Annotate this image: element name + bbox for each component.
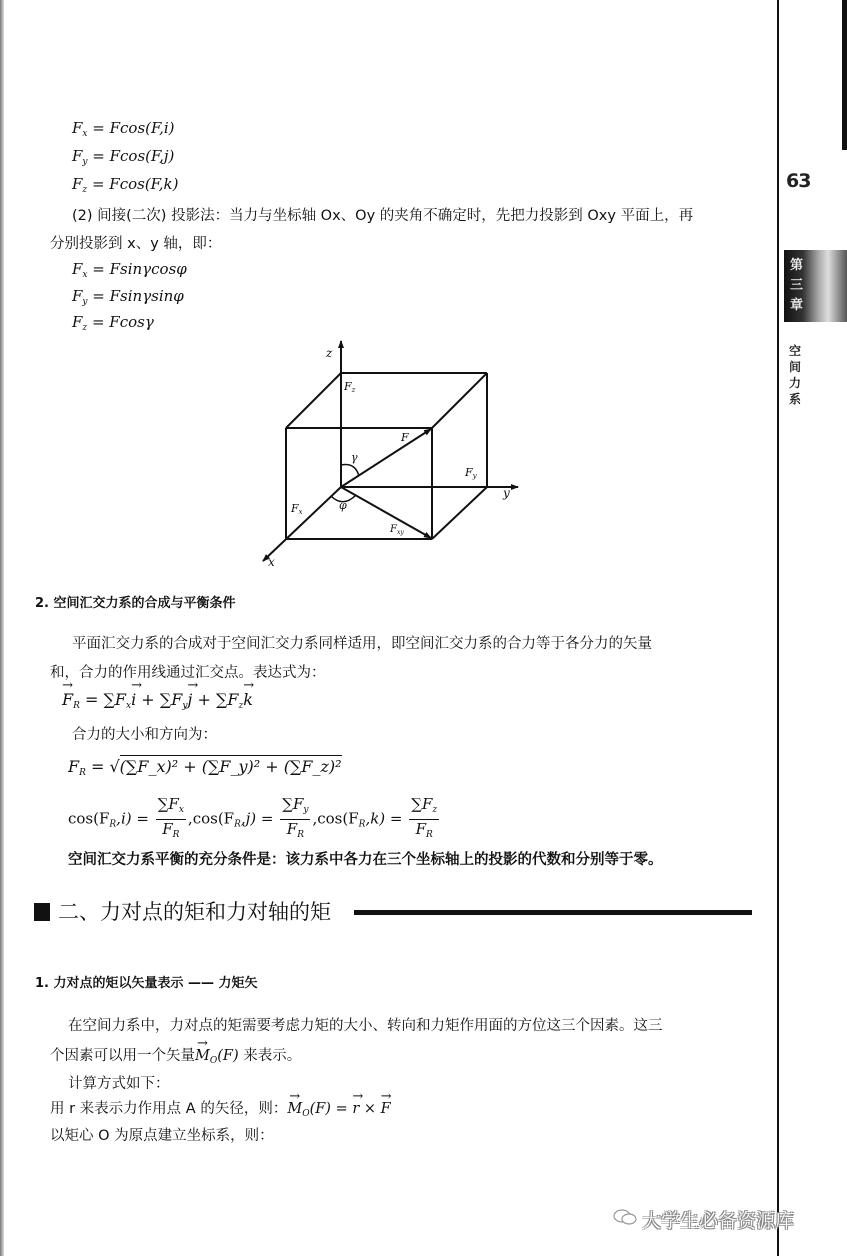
para-text: 用 r 来表示力作用点 A 的矢径，则： (50, 1101, 288, 1117)
sum-sub: z (238, 701, 244, 711)
eq-lhs: F (72, 119, 83, 137)
equation-fy-direct: $F_y = Fcos(F,j)$ (72, 147, 175, 167)
frac-num-sub: y (303, 805, 309, 815)
equilibrium-condition: 空间汇交力系平衡的充分条件是：该力系中各力在三个坐标轴上的投影的代数和分别等于零。 (68, 852, 663, 868)
frac-den: F (162, 820, 173, 838)
force-vector: → F (381, 1101, 391, 1117)
margin-rule (777, 0, 779, 1256)
radius-vector: → r (352, 1101, 359, 1117)
z-axis-label: z (326, 346, 333, 360)
moment-arg: (F) (309, 1101, 331, 1117)
frac-num-sub: x (178, 805, 184, 815)
equation-fz-direct: $F_z = Fcos(F,k)$ (72, 175, 179, 195)
force-projection-diagram (250, 330, 540, 570)
chapter-name: 空间力系 (789, 344, 802, 406)
moment-vector: → M (287, 1101, 302, 1117)
cross-product: × (359, 1101, 381, 1117)
indirect-projection-para-line1: (2) 间接(二次) 投影法：当力与坐标轴 Ox、Oy 的夹角不确定时，先把力投影到 Oxy 平面上，再 (72, 208, 694, 224)
equation-fz-indirect: $F_z = Fcos\gamma$ (72, 313, 154, 333)
cos-axis: ,k) = (365, 809, 403, 828)
eq-rhs: Fsinγcosφ (109, 260, 187, 278)
para-text: 个因素可以用一个矢量 (50, 1048, 195, 1064)
f-label: F (401, 431, 409, 444)
sum-term: + ∑F (141, 690, 183, 709)
eq-lhs: F (72, 175, 83, 193)
eq-lhs-sub: R (79, 768, 86, 778)
eq-rhs: Fcos(F,j) (109, 147, 175, 165)
phi-label: φ (339, 499, 347, 512)
fxy-label: $F_{xy}$ (390, 524, 404, 536)
equation-fx-direct: $F_x = Fcos(F,i)$ (72, 119, 175, 139)
main-section-heading-text: 二、力对点的矩和力对轴的矩 (58, 900, 331, 924)
fy-label: Fy (465, 466, 477, 480)
resultant-vector-equation: → $F_R = \sum F_x\to i + \sum F_y\to j + \sum F_z\to k$ (62, 690, 253, 711)
cos-term: cos(F (68, 809, 110, 828)
sum-sub: y (182, 701, 188, 711)
cos-sub: R (358, 819, 366, 830)
eq-lhs: F (72, 287, 83, 305)
frac-num: ∑F (157, 795, 179, 813)
y-axis-label: y (503, 486, 510, 500)
frac-den: F (286, 820, 298, 838)
chapter-tab-label: 第三章 (790, 258, 804, 313)
frac-num: ∑F (282, 795, 304, 813)
page-left-shadow (0, 0, 4, 1256)
cos-term: ,cos(F (187, 809, 235, 828)
eq-lhs-sub: y (82, 297, 88, 307)
subsection1-para-line1: 在空间力系中，力对点的矩需要考虑力矩的大小、转向和力矩作用面的方位这三个因素。这三 (68, 1018, 663, 1034)
wechat-icon (612, 1207, 638, 1232)
coordinate-line: 以矩心 O 为原点建立坐标系，则： (50, 1128, 274, 1144)
frac-den: F (415, 820, 427, 838)
sum-term: + ∑F (197, 690, 239, 709)
moment-sub: O (209, 1056, 218, 1066)
frac-num: ∑F (411, 795, 433, 813)
sqrt-content: (∑F_x)² + (∑F_y)² + (∑F_z)² (119, 757, 342, 776)
heading-square-icon (34, 903, 50, 921)
cos-axis: ,j) = (240, 809, 274, 828)
sum-sub: x (126, 701, 132, 711)
fr-sub: R (73, 701, 80, 711)
sum-term: ∑F (103, 690, 126, 709)
eq-lhs: F (72, 147, 83, 165)
eq-lhs-sub: x (82, 270, 88, 280)
eq-rhs: Fcos(F,i) (109, 119, 175, 137)
page-edge-rule (842, 0, 847, 150)
chapter-tab (784, 250, 847, 322)
eq-lhs-sub: z (82, 323, 88, 333)
unit-vector-k: → k (243, 690, 253, 709)
eq-rhs: Fsinγsinφ (109, 287, 184, 305)
frac-num-sub: z (432, 805, 438, 815)
fraction (156, 795, 186, 844)
eq-lhs: F (72, 260, 83, 278)
watermark-text: 大学生必备资源库 (642, 1210, 795, 1232)
frac-den-sub: R (426, 830, 433, 840)
direction-cosine-equation (68, 795, 441, 844)
fraction (409, 795, 439, 844)
x-axis-label: x (268, 555, 275, 569)
vector-radius-line (50, 1097, 391, 1119)
eq-lhs-sub: y (82, 157, 88, 167)
cos-term: ,cos(F (312, 809, 359, 828)
equation-fy-indirect: $F_y = Fsin\gamma\sin\varphi$ (72, 287, 184, 307)
heading-rule (354, 910, 752, 915)
magnitude-equation: $F_R$ = √(∑F_x)² + (∑F_y)² + (∑F_z)² (68, 757, 342, 778)
eq-rhs: Fcos(F,k) (109, 175, 179, 193)
eq-lhs: F (72, 313, 83, 331)
fraction (280, 795, 310, 844)
moment-sub: O (302, 1109, 310, 1119)
fr-vector: → F (62, 690, 73, 709)
moment-vector: → M (195, 1048, 210, 1064)
cos-sub: R (234, 819, 241, 830)
magnitude-label: 合力的大小和方向为： (72, 727, 217, 743)
section2-para-line1: 平面汇交力系的合成对于空间汇交力系同样适用，即空间汇交力系的合力等于各分力的矢量 (72, 636, 652, 652)
frac-den-sub: R (172, 830, 180, 840)
main-section-heading (34, 896, 331, 926)
para-text: 来表示。 (238, 1048, 302, 1064)
moment-arg: (F) (217, 1048, 239, 1064)
cos-axis: ,i) = (116, 809, 149, 828)
frac-den-sub: R (297, 830, 304, 840)
gamma-label: γ (351, 451, 358, 464)
subsection1-heading: 1. 力对点的矩以矢量表示 —— 力矩矢 (35, 976, 258, 991)
unit-vector-i: → i (131, 690, 136, 709)
eq-rhs: Fcosγ (109, 313, 154, 331)
cos-sub: R (109, 819, 117, 830)
section2-heading: 2. 空间汇交力系的合成与平衡条件 (35, 596, 236, 611)
equals: = (330, 1101, 353, 1117)
fz-label: Fz (344, 380, 356, 394)
watermark (612, 1206, 794, 1233)
equation-fx-indirect: $F_x = Fsin\gamma\cos\varphi$ (72, 260, 187, 280)
eq-lhs-sub: x (82, 129, 88, 139)
page-number: 63 (786, 170, 811, 192)
calc-label: 计算方式如下： (68, 1076, 170, 1092)
eq-lhs-sub: z (82, 185, 88, 195)
subsection1-para-line2 (50, 1044, 301, 1066)
eq-lhs: F (68, 757, 80, 776)
fx-label: Fx (291, 502, 303, 516)
unit-vector-j: → j (187, 690, 192, 709)
section2-para-line2: 和，合力的作用线通过汇交点。表达式为： (50, 665, 326, 681)
indirect-projection-para-line2: 分别投影到 x、y 轴，即： (50, 236, 222, 252)
